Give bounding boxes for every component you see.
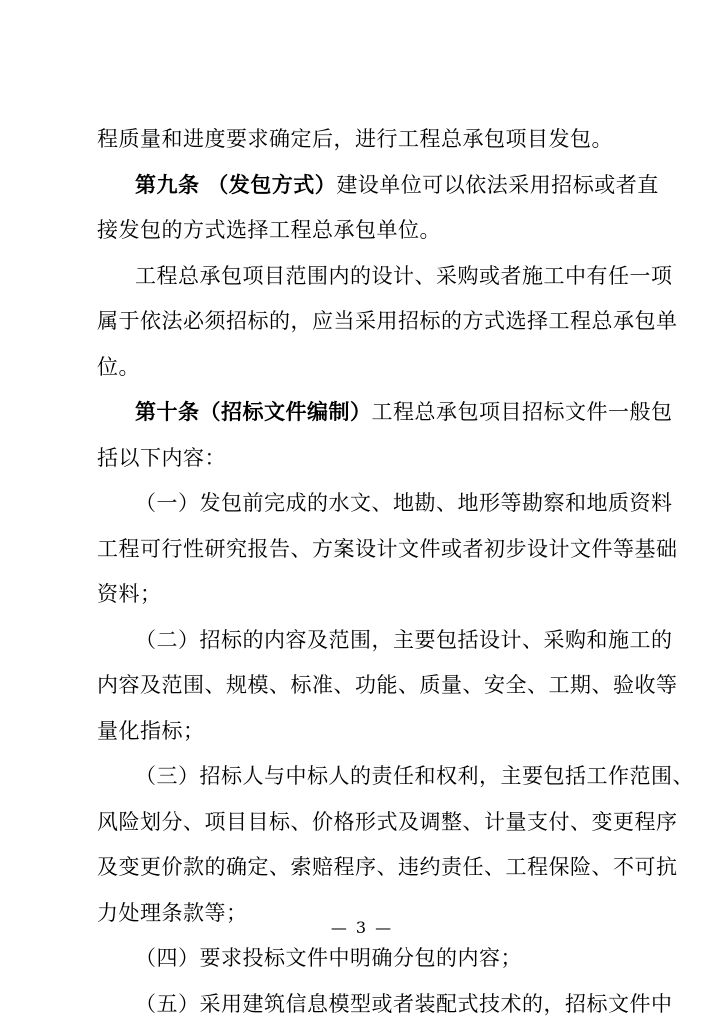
article-9-heading-line: 第九条 （发包方式）建设单位可以依法采用招标或者直 [97,163,642,209]
paragraph-line: 内容及范围、规模、标准、功能、质量、安全、工期、验收等 [97,663,642,709]
document-body [97,117,642,1027]
paragraph-line: 及变更价款的确定、索赔程序、违约责任、工程保险、不可抗 [97,845,642,891]
paragraph-line: 工程可行性研究报告、方案设计文件或者初步设计文件等基础 [97,527,642,573]
paragraph-line: 资料； [97,572,642,618]
page-number: — 3 — [0,918,724,937]
paragraph-line: 风险划分、项目目标、价格形式及调整、计量支付、变更程序 [97,800,642,846]
list-item-line: （四）要求投标文件中明确分包的内容； [97,936,642,982]
paragraph-line: 程质量和进度要求确定后，进行工程总承包项目发包。 [97,117,642,163]
paragraph-line: 位。 [97,345,642,391]
paragraph-line: 接发包的方式选择工程总承包单位。 [97,208,642,254]
paragraph-line: 力处理条款等； [97,891,642,937]
list-item-line: （三）招标人与中标人的责任和权利，主要包括工作范围、 [97,754,642,800]
article-heading: 第九条 （发包方式） [135,173,336,197]
paragraph-line: 属于依法必须招标的，应当采用招标的方式选择工程总承包单 [97,299,642,345]
paragraph-line: 量化指标； [97,709,642,755]
article-10-heading-line: 第十条（招标文件编制）工程总承包项目招标文件一般包 [97,390,642,436]
list-item-line: （一）发包前完成的水文、地勘、地形等勘察和地质资料 [97,481,642,527]
article-heading: 第十条（招标文件编制） [135,400,372,424]
paragraph-line: 括以下内容： [97,436,642,482]
list-item-line: （五）采用建筑信息模型或者装配式技术的，招标文件中 [97,982,642,1027]
paragraph-line: 工程总承包项目范围内的设计、采购或者施工中有任一项 [97,254,642,300]
list-item-line: （二）招标的内容及范围，主要包括设计、采购和施工的 [97,618,642,664]
